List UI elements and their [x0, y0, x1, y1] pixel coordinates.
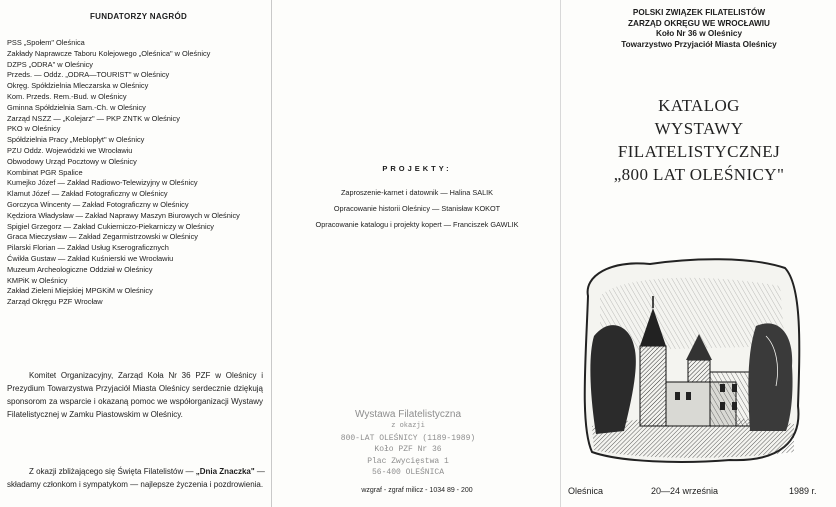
organizer-line: POLSKI ZWIĄZEK FILATELISTÓW: [632, 8, 766, 17]
footer-place: Oleśnica: [568, 486, 604, 496]
organizer-line: Towarzystwo Przyjaciół Miasta Oleśnicy: [621, 39, 777, 49]
cover-panel: [562, 0, 836, 507]
sponsors-panel: [0, 0, 272, 507]
sponsor-item: Kom. Przeds. Rem.-Bud. w Oleśnicy: [7, 91, 127, 101]
castle-engraving: [580, 256, 802, 464]
projects-heading: PROJEKTY:: [382, 164, 452, 173]
footer-dates: 20—24 września: [651, 486, 719, 496]
title-line: FILATELISTYCZNEJ: [617, 142, 781, 161]
credit-line: Zaproszenie-karnet i datownik — Halina SALIK: [340, 188, 494, 197]
credit-line: Opracowanie historii Oleśnicy — Stanisław KOKOT: [333, 204, 501, 213]
footer-year: 1989 r.: [789, 486, 817, 496]
sponsor-item: Spigiel Grzegorz — Zakład Cukierniczo-Piekarniczy w Oleśnicy: [7, 221, 215, 231]
sponsor-item: Kombinat PGR Spalice: [7, 167, 83, 177]
sponsor-item: Spółdzielnia Pracy „Meblopłyt" w Oleśnicy: [7, 135, 145, 145]
sponsor-item: Kędziora Władysław — Zakład Naprawy Maszyn Biurowych w Oleśnicy: [7, 210, 240, 220]
sponsor-item: Obwodowy Urząd Pocztowy w Oleśnicy: [7, 156, 137, 166]
greeting-paragraph: [7, 465, 265, 491]
title-line: „800 LAT OLEŚNICY": [613, 165, 785, 184]
greeting-text-start: Z okazji zbliżającego się Święta Filatelistów —: [29, 467, 196, 476]
sponsor-item: Gorczyca Wincenty — Zakład Fotograficzny w Oleśnicy: [7, 199, 189, 209]
organizer-line: ZARZĄD OKRĘGU WE WROCŁAWIU: [628, 18, 770, 28]
sponsor-item: Zakłady Naprawcze Taboru Kolejowego „Oleśnica" w Oleśnicy: [7, 48, 211, 58]
sponsor-item: Okręg. Spółdzielnia Mleczarska w Oleśnicy: [7, 81, 149, 91]
stamp-line: Plac Zwycięstwa 1: [367, 456, 449, 466]
sponsor-item: Pilarski Florian — Zakład Usług Kserograficznych: [7, 243, 169, 253]
sponsor-item: KMPiK w Oleśnicy: [7, 275, 68, 285]
greeting-text-end: — składamy członkom i sympatykom — najlepsze życzenia i pozdrowienia.: [7, 467, 265, 489]
sponsor-list: [7, 38, 269, 308]
sponsor-item: Graca Mieczysław — Zakład Zegarmistrzowski w Oleśnicy: [7, 232, 198, 242]
organizers-block: [562, 8, 836, 50]
sponsor-item: Muzeum Archeologiczne Oddział w Oleśnicy: [7, 264, 153, 274]
thanks-paragraph: Komitet Organizacyjny, Zarząd Koła Nr 36 PZF w Oleśnicy i Prezydium Towarzystwa Przyjaciół Miasta Oleśnicy serdecznie dziękują sponsorom za wsparcie i okazaną pomoc we współorganizacji Wystawy Filatelistycznej w Zamku Piastowskim w Oleśnicy.: [7, 371, 263, 419]
sponsor-item: Ćwikła Gustaw — Zakład Kuśnierski we Wrocławiu: [7, 253, 174, 263]
stamp-line: 56-400 OLEŚNICA: [371, 468, 444, 477]
sponsor-item: PZU Oddz. Wojewódzki we Wrocławiu: [7, 145, 133, 155]
sponsor-item: Zarząd Okręgu PZF Wrocław: [7, 297, 103, 307]
sponsor-item: Gminna Spółdzielnia Sam.-Ch. w Oleśnicy: [7, 102, 146, 112]
title-line: WYSTAWY: [654, 119, 744, 138]
sponsors-heading: FUNDATORZY NAGRÓD: [90, 12, 188, 21]
title-line: KATALOG: [658, 96, 740, 115]
sponsor-item: DZPS „ODRA" w Oleśnicy: [7, 59, 93, 69]
sponsor-item: Kumejko Józef — Zakład Radiowo-Telewizyjny w Oleśnicy: [7, 178, 198, 188]
stamp-line: z okazji: [391, 422, 425, 430]
sponsor-item: PSS „Społem" Oleśnica: [7, 38, 85, 47]
sponsor-item: Zakład Zieleni Miejskiej MPGKiM w Oleśnicy: [7, 286, 153, 296]
sponsor-item: Przeds. — Oddz. „ODRA—TOURIST" w Oleśnicy: [7, 70, 170, 80]
printer-imprint: wzgraf - zgraf milicz - 1034 89 - 200: [361, 487, 473, 494]
exhibition-stamp: [333, 408, 483, 479]
greeting-stamp-day: „Dnia Znaczka": [195, 467, 255, 476]
sponsor-item: Zarząd NSZZ — „Kolejarz" — PKP ZNTK w Oleśnicy: [7, 113, 180, 123]
projects-panel: [273, 0, 561, 507]
sponsor-item: PKO w Oleśnicy: [7, 124, 61, 134]
organizer-line: Koło Nr 36 w Oleśnicy: [656, 29, 742, 38]
stamp-line: Koło PZF Nr 36: [374, 445, 442, 454]
credit-line: Opracowanie katalogu i projekty kopert — Franciszek GAWLIK: [315, 220, 519, 229]
stamp-line: Wystawa Filatelistyczna: [354, 409, 462, 420]
catalog-title: [562, 94, 836, 186]
sponsor-item: Klamut Józef — Zakład Fotograficzny w Oleśnicy: [7, 189, 168, 199]
stamp-line: 800-LAT OLEŚNICY (1189-1989): [340, 433, 476, 443]
